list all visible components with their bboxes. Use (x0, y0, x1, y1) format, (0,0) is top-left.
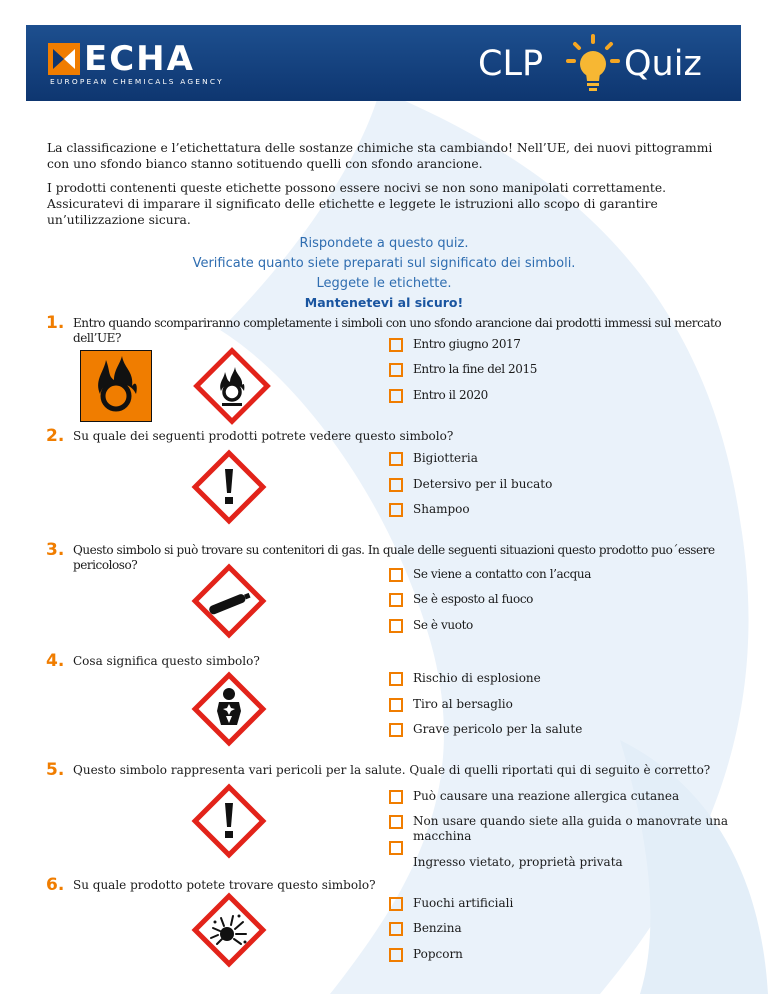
question-6-number: 6. (46, 875, 65, 895)
option-label: Ingresso vietato, proprietà privata (413, 855, 623, 869)
checkbox[interactable] (389, 389, 403, 403)
exploding-bomb-icon (191, 892, 267, 968)
question-5-text: Questo simbolo rappresenta vari pericoli per la salute. Quale di quelli riportati qui di seguito è corretto? (73, 763, 711, 777)
echa-wordmark: ECHA (84, 39, 195, 79)
option-label: Rischio di esplosione (413, 671, 541, 685)
intro-paragraph-1: La classificazione e l’etichettatura delle sostanze chimiche sta cambiando! Nell’UE, dei nuovi pittogrammi con uno sfondo bianco stanno sotituendo quelli con sfondo arancione. (47, 141, 713, 171)
option-label: Fuochi artificiali (413, 896, 514, 910)
checkbox[interactable] (389, 841, 403, 855)
checkbox[interactable] (389, 363, 403, 377)
checkbox[interactable] (389, 948, 403, 962)
checkbox[interactable] (389, 723, 403, 737)
option-label: Se è esposto al fuoco (413, 592, 533, 606)
option-label: Grave pericolo per la salute (413, 722, 583, 736)
question-1-text: Entro quando scompariranno completamente i simboli con uno sfondo arancione dai prodotti immessi sul mercato dell’UE? (73, 316, 722, 345)
oxidising-flame-orange-icon (80, 350, 152, 422)
question-5-number: 5. (46, 760, 65, 780)
checkbox[interactable] (389, 593, 403, 607)
callout-line-3: Leggete le etichette. (316, 276, 452, 291)
checkbox[interactable] (389, 698, 403, 712)
callout-line-1: Rispondete a questo quiz. (299, 236, 469, 251)
question-1-number: 1. (46, 313, 65, 333)
option-label: Entro il 2020 (413, 388, 488, 402)
echa-subtitle: EUROPEAN CHEMICALS AGENCY (50, 77, 224, 86)
option-label: Popcorn (413, 947, 463, 961)
option-label: Shampoo (413, 502, 470, 516)
callout-line-4: Mantenetevi al sicuro! (304, 295, 464, 310)
checkbox[interactable] (389, 790, 403, 804)
option-label: Entro la fine del 2015 (413, 362, 537, 376)
checkbox[interactable] (389, 897, 403, 911)
checkbox[interactable] (389, 672, 403, 686)
callout-line-2: Verificate quanto siete preparati sul significato dei simboli. (192, 256, 576, 271)
checkbox[interactable] (389, 452, 403, 466)
gas-cylinder-icon (191, 563, 267, 639)
option-label: Benzina (413, 921, 462, 935)
quiz-title: Quiz (624, 44, 702, 84)
question-3-text: Questo simbolo si può trovare su contenitori di gas. In quale delle seguenti situazioni questo prodotto puo´essere pericoloso? (73, 543, 715, 572)
exclamation-mark-icon (191, 783, 267, 859)
echa-logo (48, 39, 248, 91)
option-label: Tiro al bersaglio (413, 697, 513, 711)
option-label: Non usare quando siete alla guida o manovrate una macchina (413, 814, 729, 843)
option-label: Può causare una reazione allergica cutanea (413, 789, 680, 803)
checkbox[interactable] (389, 568, 403, 582)
intro-paragraph-2: I prodotti contenenti queste etichette possono essere nocivi se non sono manipolati correttamente. Assicuratevi di imparare il significato delle etichette e leggete le istruzioni allo scopo di garantire un’utilizzazione sicura. (47, 181, 667, 227)
checkbox[interactable] (389, 503, 403, 517)
question-2-number: 2. (46, 426, 65, 446)
checkbox[interactable] (389, 338, 403, 352)
health-hazard-icon (191, 671, 267, 747)
option-label: Se è vuoto (413, 618, 473, 632)
checkbox[interactable] (389, 619, 403, 633)
checkbox[interactable] (389, 478, 403, 492)
option-label: Bigiotteria (413, 451, 478, 465)
oxidising-flame-ghs-icon (193, 347, 271, 425)
option-label: Detersivo per il bucato (413, 477, 553, 491)
checkbox[interactable] (389, 815, 403, 829)
lightbulb-icon (564, 33, 622, 95)
question-4-number: 4. (46, 651, 65, 671)
question-4-text: Cosa significa questo simbolo? (73, 654, 260, 668)
checkbox[interactable] (389, 922, 403, 936)
clp-title: CLP (478, 44, 544, 84)
question-3-number: 3. (46, 540, 65, 560)
option-label: Se viene a contatto con l’acqua (413, 567, 591, 581)
header-banner (26, 25, 741, 101)
echa-logo-icon (48, 43, 80, 75)
question-6-text: Su quale prodotto potete trovare questo simbolo? (73, 878, 376, 892)
exclamation-mark-icon (191, 449, 267, 525)
option-label: Entro giugno 2017 (413, 337, 521, 351)
question-2-text: Su quale dei seguenti prodotti potrete vedere questo simbolo? (73, 429, 454, 443)
